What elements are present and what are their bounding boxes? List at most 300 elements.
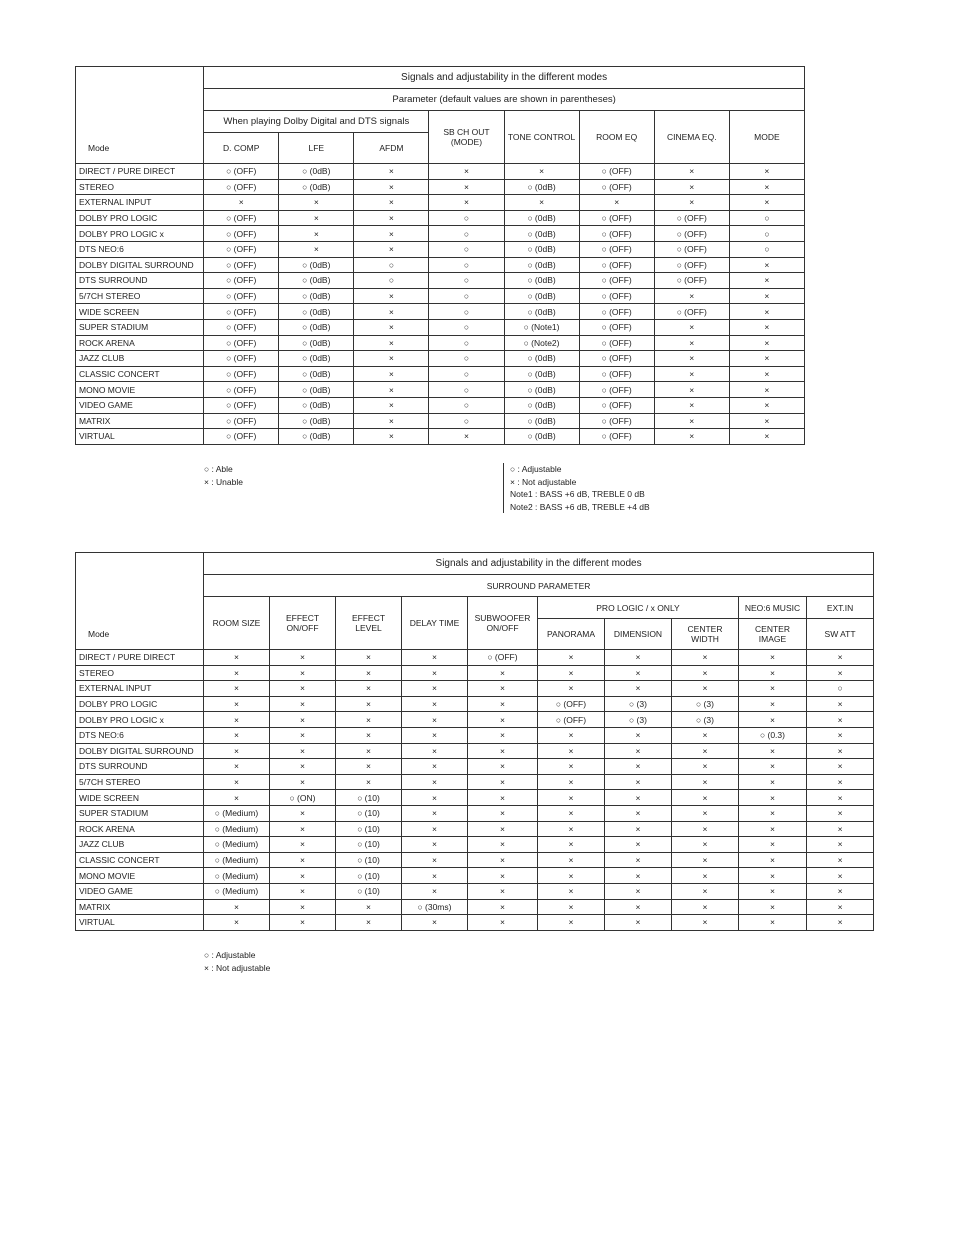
legend-adjustable xyxy=(204,949,270,974)
value-cell: × xyxy=(468,852,538,868)
value-cell: × xyxy=(354,304,429,320)
value-cell: ○ (0dB) xyxy=(279,179,354,195)
table-row xyxy=(76,915,874,931)
value-cell: ○ xyxy=(429,397,504,413)
value-cell: × xyxy=(605,727,672,743)
value-cell: ○ (Note2) xyxy=(504,335,579,351)
table-row xyxy=(76,759,874,775)
table-row xyxy=(76,288,805,304)
value-cell: ○ (0dB) xyxy=(504,413,579,429)
mode-name-cell: 5/7CH STEREO xyxy=(76,774,204,790)
value-cell: × xyxy=(538,727,605,743)
table-row xyxy=(76,899,874,915)
table-row xyxy=(76,696,874,712)
mode-name-cell: VIDEO GAME xyxy=(76,883,204,899)
value-cell: × xyxy=(739,883,807,899)
table-row xyxy=(76,210,805,226)
table-row xyxy=(76,319,805,335)
mode-name-cell: VIRTUAL xyxy=(76,915,204,931)
value-cell: × xyxy=(729,382,804,398)
value-cell: ○ (10) xyxy=(336,852,402,868)
table-row xyxy=(76,743,874,759)
value-cell: × xyxy=(672,727,739,743)
value-cell: ○ xyxy=(429,366,504,382)
table-row xyxy=(76,681,874,697)
group-header-dolby-dts: When playing Dolby Digital and DTS signals xyxy=(204,111,429,133)
value-cell: × xyxy=(402,883,468,899)
value-cell: × xyxy=(270,759,336,775)
value-cell: × xyxy=(354,397,429,413)
value-cell: × xyxy=(468,868,538,884)
value-cell: × xyxy=(204,650,270,666)
value-cell: × xyxy=(336,759,402,775)
value-cell: × xyxy=(729,366,804,382)
value-cell: × xyxy=(270,915,336,931)
value-cell: × xyxy=(354,226,429,242)
value-cell: × xyxy=(270,650,336,666)
value-cell: × xyxy=(402,821,468,837)
value-cell: × xyxy=(654,195,729,211)
value-cell: × xyxy=(672,774,739,790)
value-cell: ○ (0dB) xyxy=(504,382,579,398)
legend-note: Note1 : BASS +6 dB, TREBLE 0 dB xyxy=(510,489,645,499)
column-header: SUBWOOFER ON/OFF xyxy=(468,597,538,650)
value-cell: × xyxy=(729,195,804,211)
value-cell: × xyxy=(605,852,672,868)
table-row xyxy=(76,257,805,273)
value-cell: × xyxy=(739,665,807,681)
value-cell: ○ (0dB) xyxy=(279,257,354,273)
value-cell: × xyxy=(605,821,672,837)
value-cell: × xyxy=(429,164,504,180)
value-cell: × xyxy=(807,696,874,712)
value-cell: ○ (0dB) xyxy=(279,351,354,367)
value-cell: × xyxy=(538,759,605,775)
value-cell: ○ (10) xyxy=(336,805,402,821)
value-cell: × xyxy=(354,195,429,211)
value-cell: × xyxy=(807,899,874,915)
table-title: Signals and adjustability in the different modes xyxy=(204,553,874,575)
value-cell: ○ (3) xyxy=(605,712,672,728)
value-cell: × xyxy=(354,241,429,257)
column-header: CENTER IMAGE xyxy=(739,619,807,650)
mode-name-cell: JAZZ CLUB xyxy=(76,351,204,367)
value-cell: × xyxy=(739,852,807,868)
value-cell: × xyxy=(807,790,874,806)
mode-name-cell: MATRIX xyxy=(76,413,204,429)
value-cell: ○ xyxy=(429,241,504,257)
value-cell: × xyxy=(807,759,874,775)
value-cell: × xyxy=(336,681,402,697)
legend-item: × : Not adjustable xyxy=(510,476,577,487)
value-cell: ○ xyxy=(429,257,504,273)
table-row xyxy=(76,727,874,743)
value-cell: × xyxy=(605,790,672,806)
value-cell: × xyxy=(402,790,468,806)
column-header: EFFECT LEVEL xyxy=(336,597,402,650)
value-cell: ○ (OFF) xyxy=(204,241,279,257)
value-cell: ○ (Medium) xyxy=(204,837,270,853)
value-cell: ○ (0dB) xyxy=(504,257,579,273)
value-cell: ○ xyxy=(354,257,429,273)
value-cell: × xyxy=(468,759,538,775)
mode-name-cell: STEREO xyxy=(76,179,204,195)
value-cell: × xyxy=(729,335,804,351)
value-cell: × xyxy=(270,774,336,790)
value-cell: × xyxy=(654,335,729,351)
value-cell: × xyxy=(605,837,672,853)
legend-able-unable xyxy=(204,463,243,488)
value-cell: ○ (10) xyxy=(336,790,402,806)
mode-name-cell: VIRTUAL xyxy=(76,429,204,445)
value-cell: ○ (0dB) xyxy=(279,164,354,180)
value-cell: ○ (OFF) xyxy=(204,164,279,180)
value-cell: ○ (0dB) xyxy=(279,413,354,429)
table-row xyxy=(76,397,805,413)
value-cell: × xyxy=(354,413,429,429)
value-cell: ○ (10) xyxy=(336,821,402,837)
value-cell: ○ xyxy=(429,382,504,398)
value-cell: × xyxy=(538,837,605,853)
value-cell: × xyxy=(654,164,729,180)
legend-item: ○ : Able xyxy=(204,464,233,474)
mode-name-cell: DTS NEO:6 xyxy=(76,727,204,743)
value-cell: × xyxy=(538,852,605,868)
value-cell: ○ (0dB) xyxy=(279,288,354,304)
value-cell: ○ xyxy=(429,351,504,367)
value-cell: ○ (OFF) xyxy=(579,429,654,445)
value-cell: × xyxy=(729,413,804,429)
value-cell: ○ (10) xyxy=(336,837,402,853)
value-cell: ○ (OFF) xyxy=(579,319,654,335)
mode-name-cell: SUPER STADIUM xyxy=(76,805,204,821)
value-cell: ○ (OFF) xyxy=(654,304,729,320)
value-cell: ○ (OFF) xyxy=(654,226,729,242)
surround-parameter-table xyxy=(75,552,874,931)
table-subtitle: SURROUND PARAMETER xyxy=(204,575,874,597)
column-header: DELAY TIME xyxy=(402,597,468,650)
value-cell: × xyxy=(654,413,729,429)
value-cell: × xyxy=(729,273,804,289)
group-header-pro-logic: PRO LOGIC / x ONLY xyxy=(538,597,739,619)
value-cell: ○ xyxy=(429,304,504,320)
value-cell: × xyxy=(807,915,874,931)
value-cell: ○ xyxy=(354,273,429,289)
value-cell: ○ xyxy=(429,288,504,304)
mode-name-cell: MONO MOVIE xyxy=(76,382,204,398)
value-cell: × xyxy=(807,774,874,790)
value-cell: × xyxy=(654,397,729,413)
value-cell: × xyxy=(429,179,504,195)
value-cell: × xyxy=(204,696,270,712)
value-cell: ○ (OFF) xyxy=(204,210,279,226)
value-cell: ○ xyxy=(729,226,804,242)
value-cell: × xyxy=(270,805,336,821)
value-cell: × xyxy=(672,837,739,853)
value-cell: ○ (0dB) xyxy=(279,319,354,335)
value-cell: ○ (Note1) xyxy=(504,319,579,335)
table-row xyxy=(76,774,874,790)
value-cell: ○ xyxy=(429,210,504,226)
value-cell: × xyxy=(672,743,739,759)
value-cell: × xyxy=(672,852,739,868)
value-cell: × xyxy=(429,429,504,445)
value-cell: × xyxy=(354,210,429,226)
value-cell: × xyxy=(354,335,429,351)
value-cell: × xyxy=(605,665,672,681)
value-cell: ○ (OFF) xyxy=(579,164,654,180)
value-cell: × xyxy=(672,665,739,681)
value-cell: × xyxy=(204,899,270,915)
value-cell: × xyxy=(729,257,804,273)
value-cell: ○ (3) xyxy=(672,696,739,712)
value-cell: × xyxy=(354,429,429,445)
value-cell: × xyxy=(204,915,270,931)
value-cell: × xyxy=(654,429,729,445)
legend-item: ○ : Adjustable xyxy=(204,950,256,960)
value-cell: × xyxy=(538,681,605,697)
value-cell: ○ (OFF) xyxy=(204,351,279,367)
value-cell: × xyxy=(739,743,807,759)
value-cell: × xyxy=(672,821,739,837)
value-cell: × xyxy=(402,681,468,697)
value-cell: × xyxy=(336,899,402,915)
value-cell: ○ (OFF) xyxy=(204,413,279,429)
value-cell: ○ (OFF) xyxy=(579,210,654,226)
mode-name-cell: 5/7CH STEREO xyxy=(76,288,204,304)
parameter-table xyxy=(75,66,805,445)
value-cell: × xyxy=(672,805,739,821)
value-cell: × xyxy=(605,915,672,931)
value-cell: × xyxy=(270,821,336,837)
value-cell: ○ (OFF) xyxy=(204,429,279,445)
value-cell: × xyxy=(672,681,739,697)
value-cell: × xyxy=(538,915,605,931)
mode-name-cell: JAZZ CLUB xyxy=(76,837,204,853)
column-header: SW ATT xyxy=(807,619,874,650)
value-cell: ○ xyxy=(429,413,504,429)
value-cell: × xyxy=(538,883,605,899)
value-cell: ○ (0dB) xyxy=(279,397,354,413)
value-cell: ○ (OFF) xyxy=(204,335,279,351)
value-cell: ○ (OFF) xyxy=(654,273,729,289)
column-header: DIMENSION xyxy=(605,619,672,650)
value-cell: ○ (0dB) xyxy=(504,241,579,257)
value-cell: ○ (OFF) xyxy=(579,288,654,304)
mode-name-cell: MATRIX xyxy=(76,899,204,915)
mode-name-cell: DTS SURROUND xyxy=(76,273,204,289)
value-cell: ○ (OFF) xyxy=(579,351,654,367)
value-cell: ○ (OFF) xyxy=(538,712,605,728)
value-cell: × xyxy=(468,743,538,759)
value-cell: × xyxy=(402,837,468,853)
value-cell: × xyxy=(807,650,874,666)
table-row xyxy=(76,413,805,429)
value-cell: × xyxy=(204,195,279,211)
value-cell: × xyxy=(538,650,605,666)
value-cell: × xyxy=(336,665,402,681)
value-cell: ○ (10) xyxy=(336,868,402,884)
table-row xyxy=(76,821,874,837)
value-cell: × xyxy=(402,696,468,712)
table-row xyxy=(76,273,805,289)
mode-name-cell: DOLBY DIGITAL SURROUND xyxy=(76,257,204,273)
value-cell: × xyxy=(672,883,739,899)
table-row xyxy=(76,429,805,445)
table-row xyxy=(76,837,874,853)
value-cell: × xyxy=(654,179,729,195)
mode-header: Mode xyxy=(76,553,204,650)
value-cell: ○ (0dB) xyxy=(504,210,579,226)
value-cell: × xyxy=(270,696,336,712)
value-cell: ○ (OFF) xyxy=(204,304,279,320)
mode-name-cell: DIRECT / PURE DIRECT xyxy=(76,650,204,666)
value-cell: × xyxy=(729,351,804,367)
value-cell: × xyxy=(605,681,672,697)
value-cell: ○ (OFF) xyxy=(654,241,729,257)
value-cell: ○ (Medium) xyxy=(204,883,270,899)
mode-name-cell: CLASSIC CONCERT xyxy=(76,852,204,868)
value-cell: × xyxy=(504,164,579,180)
value-cell: × xyxy=(204,759,270,775)
value-cell: ○ xyxy=(429,273,504,289)
value-cell: ○ (OFF) xyxy=(538,696,605,712)
value-cell: × xyxy=(336,696,402,712)
value-cell: × xyxy=(402,868,468,884)
column-header: LFE xyxy=(279,133,354,164)
value-cell: ○ (OFF) xyxy=(204,179,279,195)
value-cell: × xyxy=(468,681,538,697)
column-header: ROOM EQ xyxy=(579,111,654,164)
value-cell: × xyxy=(807,868,874,884)
legend-adjustable-notes xyxy=(503,463,650,513)
value-cell: ○ (OFF) xyxy=(204,397,279,413)
value-cell: ○ (OFF) xyxy=(579,179,654,195)
table-row xyxy=(76,382,805,398)
mode-name-cell: DOLBY PRO LOGIC xyxy=(76,210,204,226)
value-cell: ○ (0dB) xyxy=(504,304,579,320)
value-cell: × xyxy=(605,759,672,775)
table-row xyxy=(76,650,874,666)
value-cell: × xyxy=(354,288,429,304)
value-cell: × xyxy=(579,195,654,211)
value-cell: ○ (OFF) xyxy=(654,257,729,273)
value-cell: × xyxy=(468,790,538,806)
value-cell: ○ (OFF) xyxy=(204,288,279,304)
column-header: TONE CONTROL xyxy=(504,111,579,164)
mode-name-cell: CLASSIC CONCERT xyxy=(76,366,204,382)
value-cell: ○ (0dB) xyxy=(504,288,579,304)
table-row xyxy=(76,665,874,681)
value-cell: × xyxy=(402,727,468,743)
table-row xyxy=(76,883,874,899)
value-cell: × xyxy=(468,899,538,915)
value-cell: × xyxy=(739,805,807,821)
value-cell: × xyxy=(807,712,874,728)
value-cell: × xyxy=(402,665,468,681)
mode-name-cell: DOLBY PRO LOGIC x xyxy=(76,712,204,728)
value-cell: × xyxy=(605,743,672,759)
value-cell: × xyxy=(729,304,804,320)
value-cell: × xyxy=(605,650,672,666)
mode-name-cell: SUPER STADIUM xyxy=(76,319,204,335)
value-cell: × xyxy=(468,837,538,853)
value-cell: ○ (OFF) xyxy=(468,650,538,666)
value-cell: × xyxy=(204,665,270,681)
value-cell: × xyxy=(279,241,354,257)
value-cell: × xyxy=(739,712,807,728)
value-cell: × xyxy=(807,805,874,821)
value-cell: × xyxy=(538,821,605,837)
value-cell: × xyxy=(468,696,538,712)
legend-item: × : Not adjustable xyxy=(204,962,271,973)
value-cell: × xyxy=(729,397,804,413)
mode-name-cell: STEREO xyxy=(76,665,204,681)
mode-name-cell: DIRECT / PURE DIRECT xyxy=(76,164,204,180)
value-cell: × xyxy=(354,351,429,367)
value-cell: × xyxy=(279,195,354,211)
value-cell: × xyxy=(807,665,874,681)
table-row xyxy=(76,241,805,257)
value-cell: × xyxy=(538,805,605,821)
value-cell: ○ (0dB) xyxy=(279,366,354,382)
mode-name-cell: ROCK ARENA xyxy=(76,821,204,837)
value-cell: ○ (ON) xyxy=(270,790,336,806)
value-cell: ○ (OFF) xyxy=(579,335,654,351)
value-cell: ○ (0dB) xyxy=(279,304,354,320)
value-cell: × xyxy=(672,899,739,915)
value-cell: ○ (0dB) xyxy=(279,382,354,398)
value-cell: × xyxy=(468,727,538,743)
value-cell: ○ (Medium) xyxy=(204,868,270,884)
value-cell: ○ (OFF) xyxy=(579,273,654,289)
value-cell: × xyxy=(204,774,270,790)
column-header: EFFECT ON/OFF xyxy=(270,597,336,650)
value-cell: ○ (10) xyxy=(336,883,402,899)
value-cell: ○ (0dB) xyxy=(504,366,579,382)
value-cell: × xyxy=(336,915,402,931)
value-cell: ○ xyxy=(729,210,804,226)
value-cell: ○ (0dB) xyxy=(504,351,579,367)
legend-note: Note2 : BASS +6 dB, TREBLE +4 dB xyxy=(510,501,650,512)
value-cell: ○ xyxy=(429,335,504,351)
table-row xyxy=(76,351,805,367)
value-cell: × xyxy=(402,650,468,666)
value-cell: × xyxy=(270,665,336,681)
mode-name-cell: DTS SURROUND xyxy=(76,759,204,775)
value-cell: × xyxy=(807,883,874,899)
table-row xyxy=(76,366,805,382)
value-cell: × xyxy=(270,837,336,853)
value-cell: ○ (OFF) xyxy=(579,257,654,273)
value-cell: × xyxy=(402,743,468,759)
value-cell: × xyxy=(605,883,672,899)
table-row xyxy=(76,179,805,195)
value-cell: × xyxy=(538,743,605,759)
value-cell: ○ (OFF) xyxy=(654,210,729,226)
table-subtitle: Parameter (default values are shown in parentheses) xyxy=(204,89,805,111)
value-cell: × xyxy=(429,195,504,211)
mode-name-cell: VIDEO GAME xyxy=(76,397,204,413)
value-cell: × xyxy=(807,837,874,853)
value-cell: ○ (OFF) xyxy=(204,226,279,242)
mode-name-cell: DOLBY PRO LOGIC x xyxy=(76,226,204,242)
value-cell: × xyxy=(204,681,270,697)
table-row xyxy=(76,335,805,351)
mode-name-cell: DTS NEO:6 xyxy=(76,241,204,257)
legend-item: ○ : Adjustable xyxy=(510,464,562,474)
value-cell: × xyxy=(807,727,874,743)
